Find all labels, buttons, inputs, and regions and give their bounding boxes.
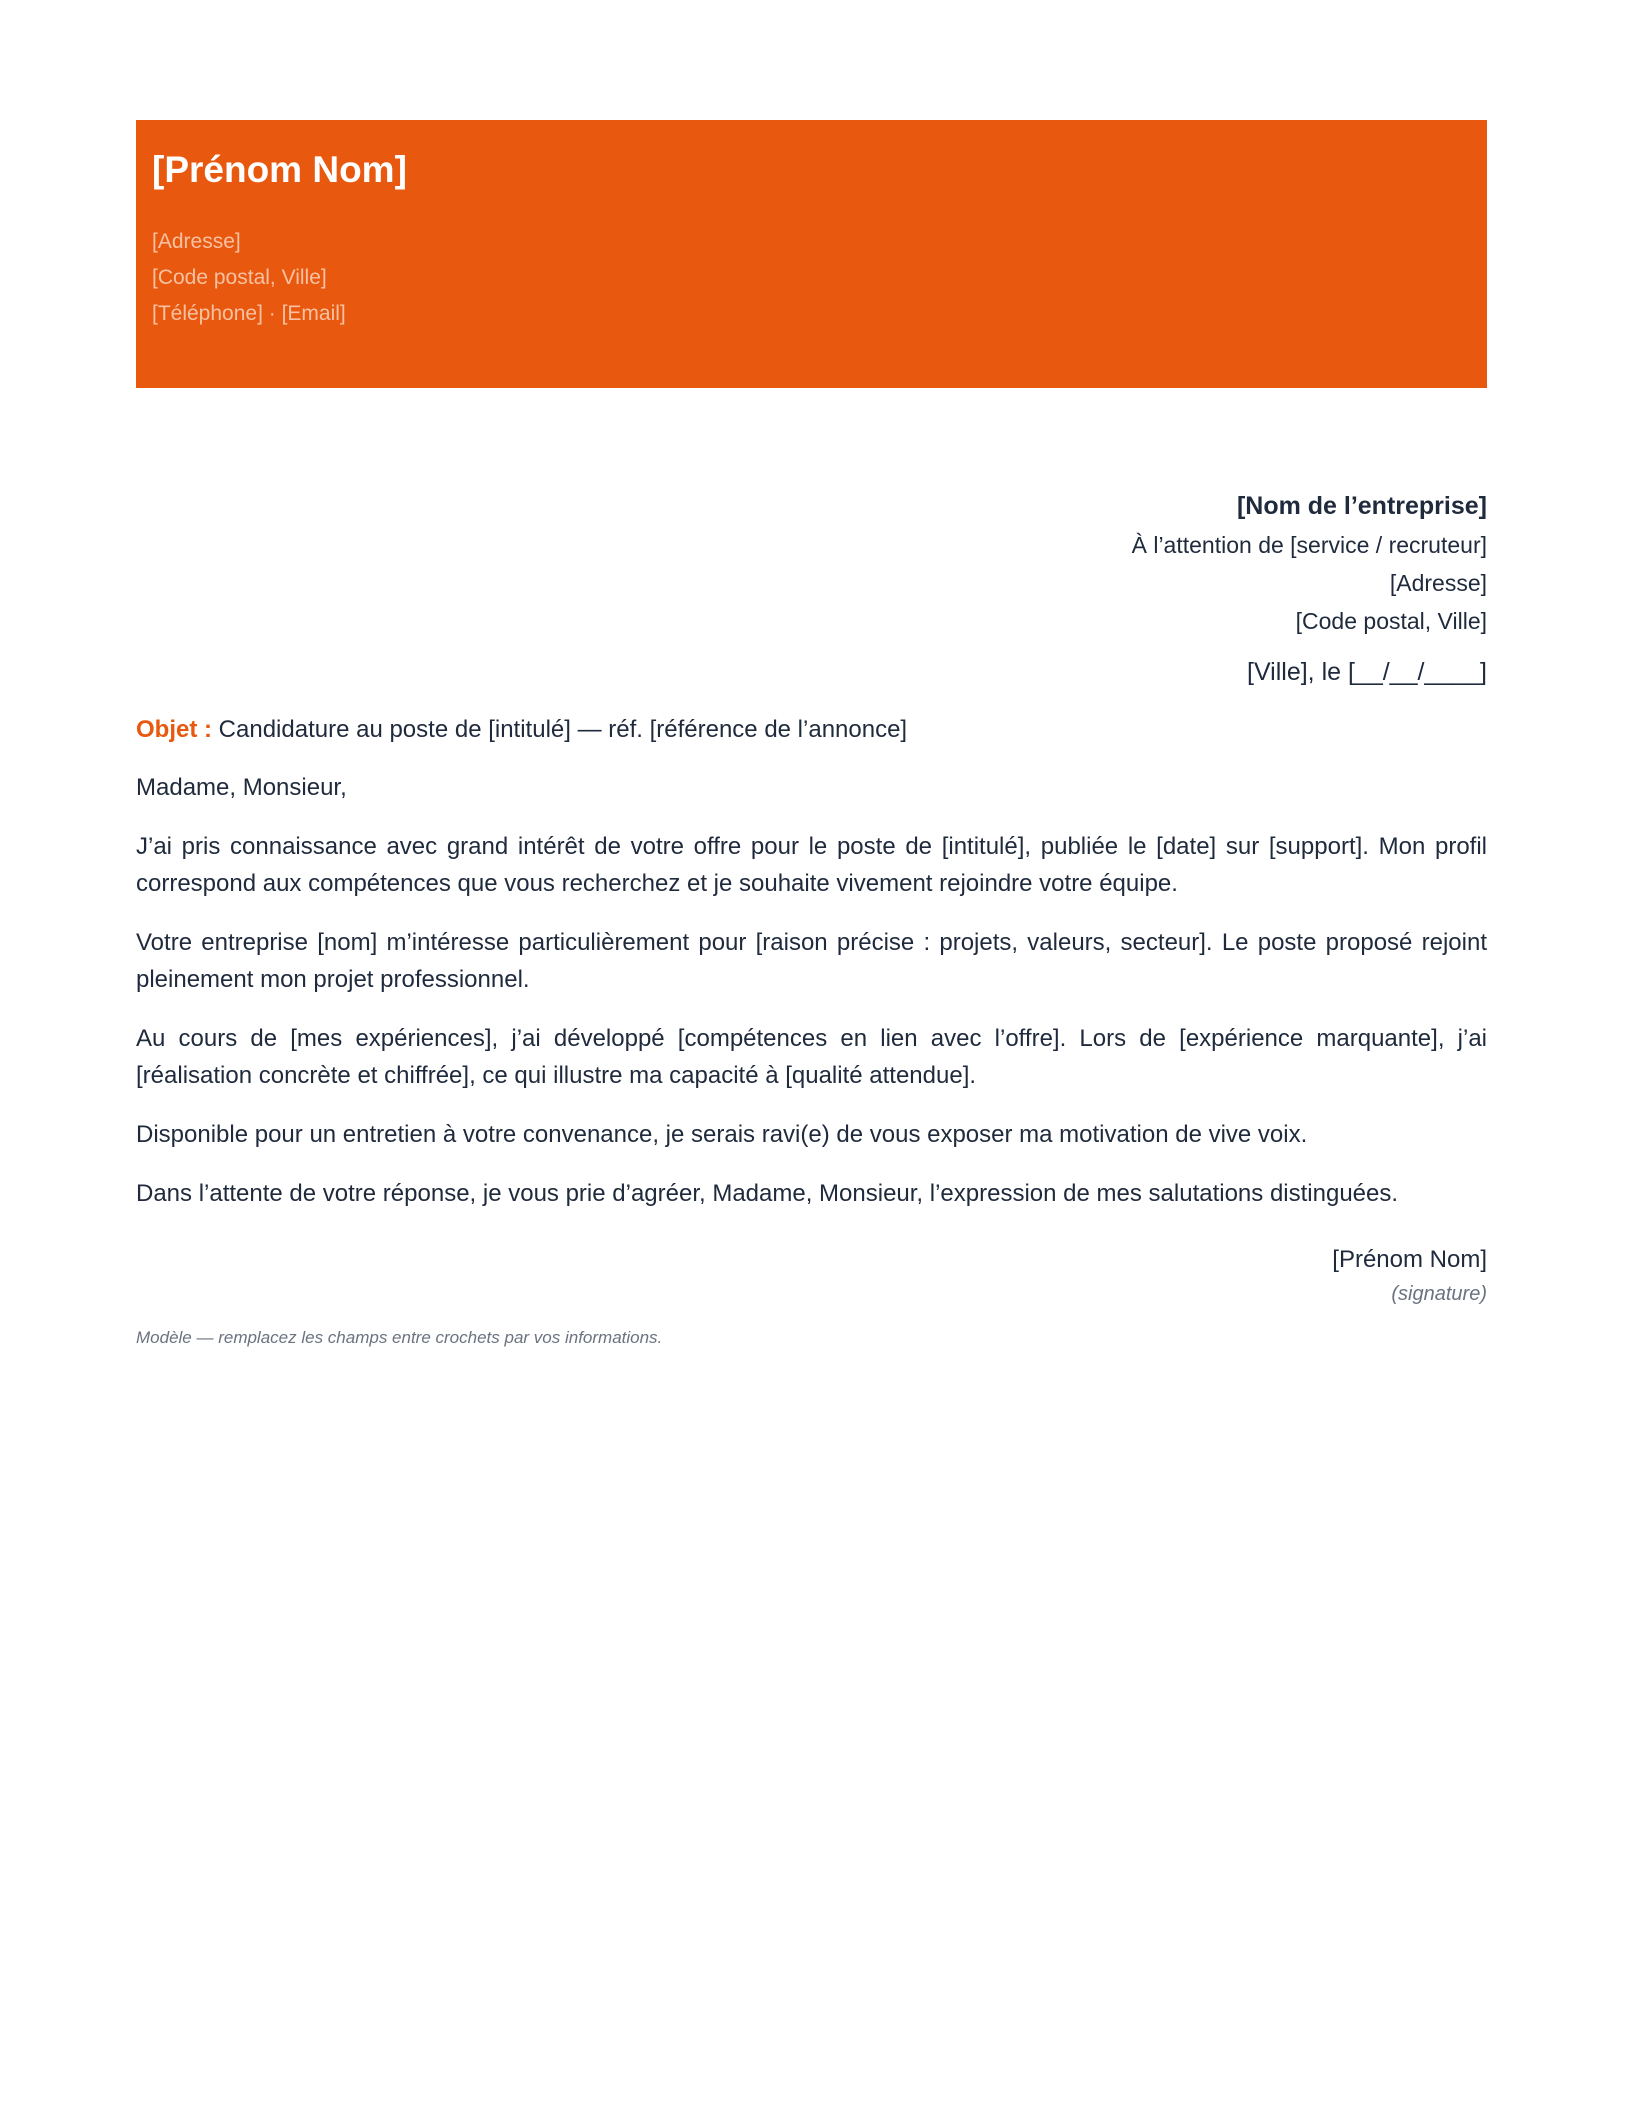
object-text: Candidature au poste de [intitulé] — réf. [référence de l’annonce]: [218, 716, 908, 743]
paragraph-5: Dans l’attente de votre réponse, je vous prie d’agréer, Madame, Monsieur, l’expression de mes salutations distinguées.: [136, 1180, 1399, 1207]
recipient-attention: À l’attention de [service / recruteur]: [1131, 532, 1487, 558]
date-line: [Ville], le [__/__/____]: [1247, 658, 1487, 686]
recipient-block: [136, 486, 1487, 640]
object-label: Objet :: [136, 716, 212, 743]
recipient-address: [Adresse]: [1389, 570, 1487, 596]
sender-postal-city: [Code postal, Ville]: [152, 266, 327, 290]
paragraph-2: Votre entreprise [nom] m’intéresse particulièrement pour [raison précise : projets, valeurs, secteur]. Le poste proposé rejoint pleinement mon projet professionnel.: [136, 929, 1487, 993]
sender-name: [Prénom Nom]: [152, 149, 407, 190]
recipient-company: [Nom de l’entreprise]: [1236, 492, 1487, 520]
sender-address: [Adresse]: [152, 230, 241, 254]
paragraph-3: Au cours de [mes expériences], j’ai développé [compétences en lien avec l’offre]. Lors de [expérience marquante], j’ai [réalisation concrète et chiffrée], ce qui illustre ma capacité à [qualité attendue].: [136, 1025, 1487, 1089]
paragraph-4: Disponible pour un entretien à votre convenance, je serais ravi(e) de vous exposer ma motivation de vive voix.: [136, 1121, 1308, 1148]
salutation: Madame, Monsieur,: [136, 774, 347, 801]
signature-note: (signature): [1391, 1283, 1487, 1305]
object-line: [136, 712, 1487, 748]
template-note: Modèle — remplacez les champs entre crochets par vos informations.: [136, 1328, 663, 1347]
paragraph-1: J’ai pris connaissance avec grand intérêt de votre offre pour le poste de [intitulé], publiée le [date] sur [support]. Mon profil correspond aux compétences que vous recherchez et je souhaite vivement rejoindre votre équipe.: [136, 833, 1487, 897]
sender-contact: [Téléphone] · [Email]: [152, 302, 346, 326]
recipient-postal-city: [Code postal, Ville]: [1295, 608, 1487, 634]
signature-block: [136, 1242, 1487, 1310]
signature-name: [Prénom Nom]: [1332, 1246, 1487, 1273]
letter-page: [136, 120, 1487, 1352]
sender-header: [136, 120, 1487, 388]
